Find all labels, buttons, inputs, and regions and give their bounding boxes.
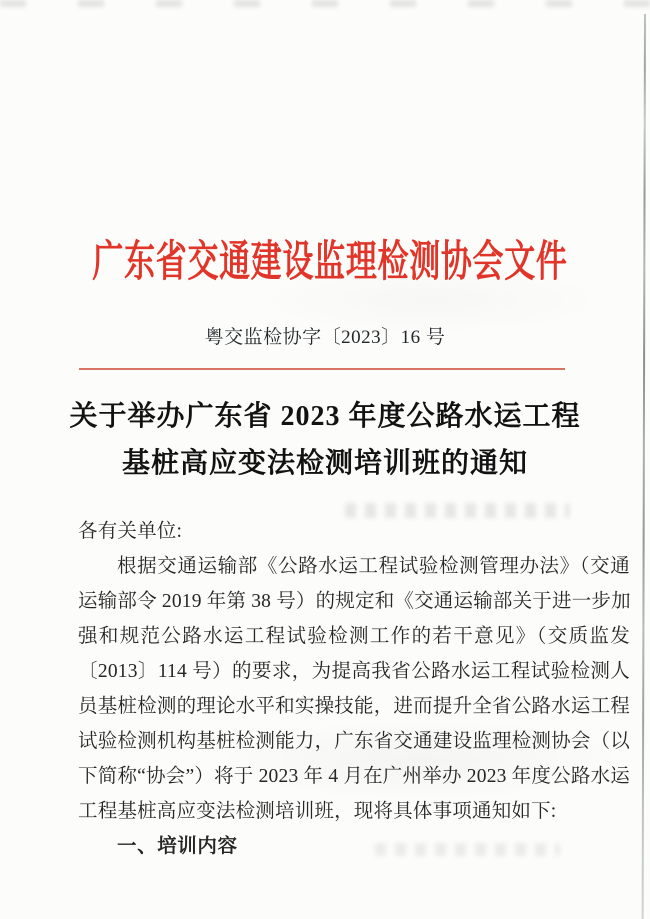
salutation: 各有关单位: [78, 521, 183, 542]
notice-title-line1: 关于举办广东省 2023 年度公路水运工程 [69, 401, 581, 432]
red-separator-line [79, 368, 565, 370]
body-line: 〔2013〕114 号）的要求，为提高我省公路水运工程试验检测人 [78, 661, 630, 682]
notice-title [0, 393, 650, 487]
letterhead [0, 231, 650, 295]
body-line: 强和规范公路水运工程试验检测工作的若干意见》（交质监发 [78, 626, 630, 647]
notice-title-line2: 基桩高应变法检测培训班的通知 [121, 448, 528, 479]
scan-bleedthrough-artifact [375, 843, 560, 856]
body-line: 员基桩检测的理论水平和实操技能，进而提升全省公路水运工程 [78, 696, 630, 717]
body-line: 根据交通运输部《公路水运工程试验检测管理办法》（交通 [117, 556, 630, 577]
notice-body [78, 514, 630, 864]
body-line: 运输部令 2019 年第 38 号）的规定和《交通运输部关于进一步加 [78, 591, 631, 612]
letterhead-title: 广东省交通建设监理检测协会文件 [92, 239, 568, 286]
scan-bleedthrough-artifact [345, 503, 570, 518]
body-line: 下简称“协会”）将于 2023 年 4 月在广州举办 2023 年度公路水运 [78, 766, 630, 787]
scan-smudge-top [0, 0, 650, 7]
body-line: 试验检测机构基桩检测能力，广东省交通建设监理检测协会（以 [78, 731, 630, 752]
document-number: 粤交监检协字〔2023〕16 号 [204, 327, 446, 348]
section-heading: 一、培训内容 [117, 836, 238, 857]
body-line: 工程基桩高应变法检测培训班，现将具体事项通知如下: [78, 801, 557, 822]
